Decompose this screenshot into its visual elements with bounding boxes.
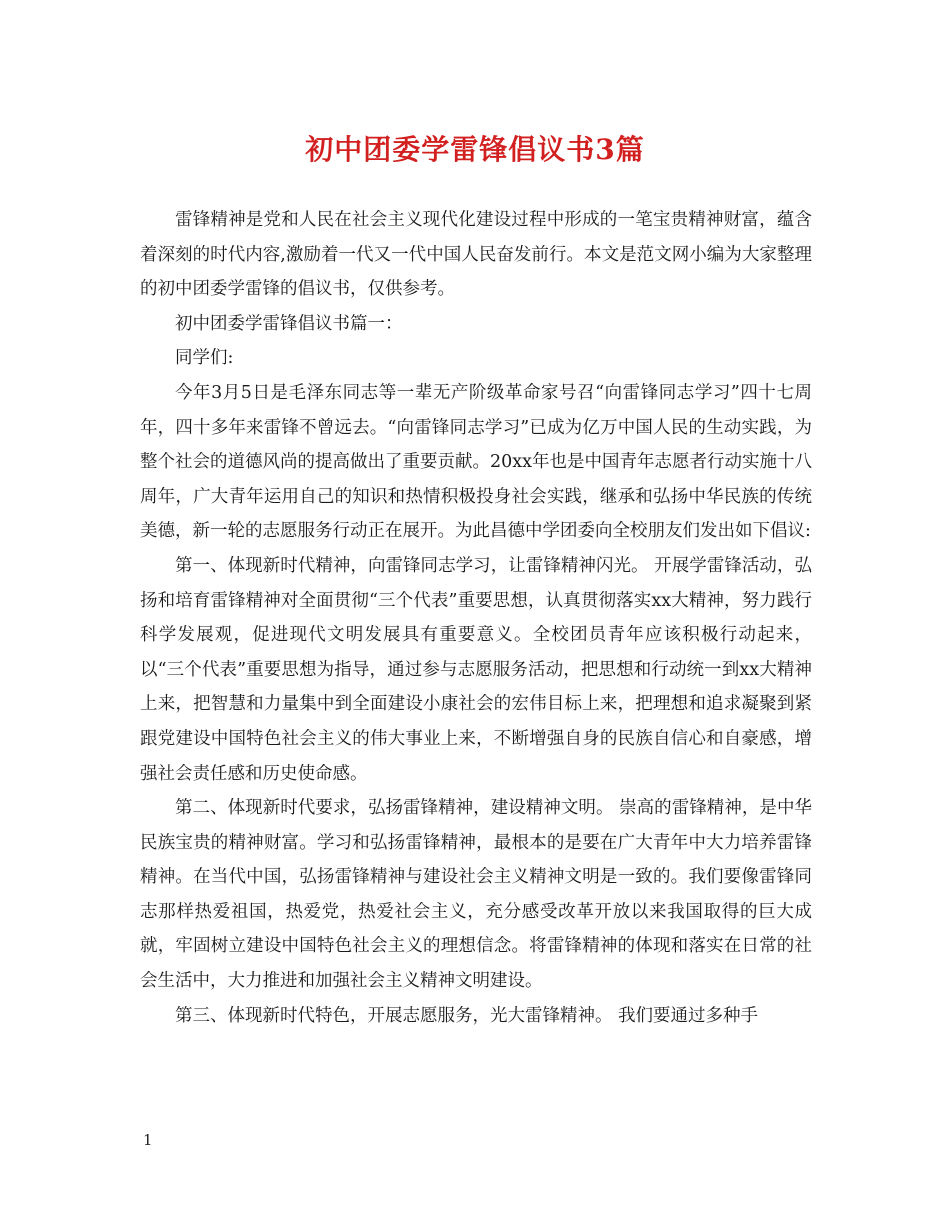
document-body bbox=[140, 203, 812, 1033]
paragraph-point-one: 第一、体现新时代精神，向雷锋同志学习，让雷锋精神闪光。 开展学雷锋活动，弘扬和培育雷锋精神对全面贯彻“三个代表”重要思想，认真贯彻落实xx大精神，努力践行科学发展观，促进现代文明发展具有重要意义。全校团员青年应该积极行动起来，以“三个代表”重要思想为指导，通过参与志愿服务活动，把思想和行动统一到xx大精神上来，把智慧和力量集中到全面建设小康社会的宏伟目标上来，把理想和追求凝聚到紧跟党建设中国特色社会主义的伟大事业上来，不断增强自身的民族自信心和自豪感，增强社会责任感和历史使命感。 bbox=[140, 555, 812, 784]
paragraph-point-two: 第二、体现新时代要求，弘扬雷锋精神，建设精神文明。 崇高的雷锋精神，是中华民族宝贵的精神财富。学习和弘扬雷锋精神，最根本的是要在广大青年中大力培养雷锋精神。在当代中国，弘扬雷锋精神与建设社会主义精神文明是一致的。我们要像雷锋同志那样热爱祖国，热爱党，热爱社会主义，充分感受改革开放以来我国取得的巨大成就，牢固树立建设中国特色社会主义的理想信念。将雷锋精神的体现和落实在日常的社会生活中，大力推进和加强社会主义精神文明建设。 bbox=[140, 798, 812, 992]
paragraph-background: 今年3月5日是毛泽东同志等一辈无产阶级革命家号召“向雷锋同志学习”四十七周年，四十多年来雷锋不曾远去。“向雷锋同志学习”已成为亿万中国人民的生动实践，为整个社会的道德风尚的提高做出了重要贡献。20xx年也是中国青年志愿者行动实施十八周年，广大青年运用自己的知识和热情积极投身社会实践，继承和弘扬中华民族的传统美德，新一轮的志愿服务行动正在展开。为此昌德中学团委向全校朋友们发出如下倡议: bbox=[140, 382, 813, 542]
paragraph-section-heading: 初中团委学雷锋倡议书篇一： bbox=[175, 313, 403, 334]
document-title: 初中团委学雷锋倡议书3篇 bbox=[305, 133, 645, 166]
paragraph-intro: 雷锋精神是党和人民在社会主义现代化建设过程中形成的一笔宝贵精神财富，蕴含着深刻的时代内容,激励着一代又一代中国人民奋发前行。本文是范文网小编为大家整理的初中团委学雷锋的倡议书，仅供参考。 bbox=[140, 210, 812, 300]
page-number: 1 bbox=[143, 1131, 153, 1149]
paragraph-salutation: 同学们: bbox=[175, 348, 234, 369]
paragraph-point-three: 第三、体现新时代特色，开展志愿服务，光大雷锋精神。 我们要通过多种手 bbox=[175, 1005, 759, 1026]
